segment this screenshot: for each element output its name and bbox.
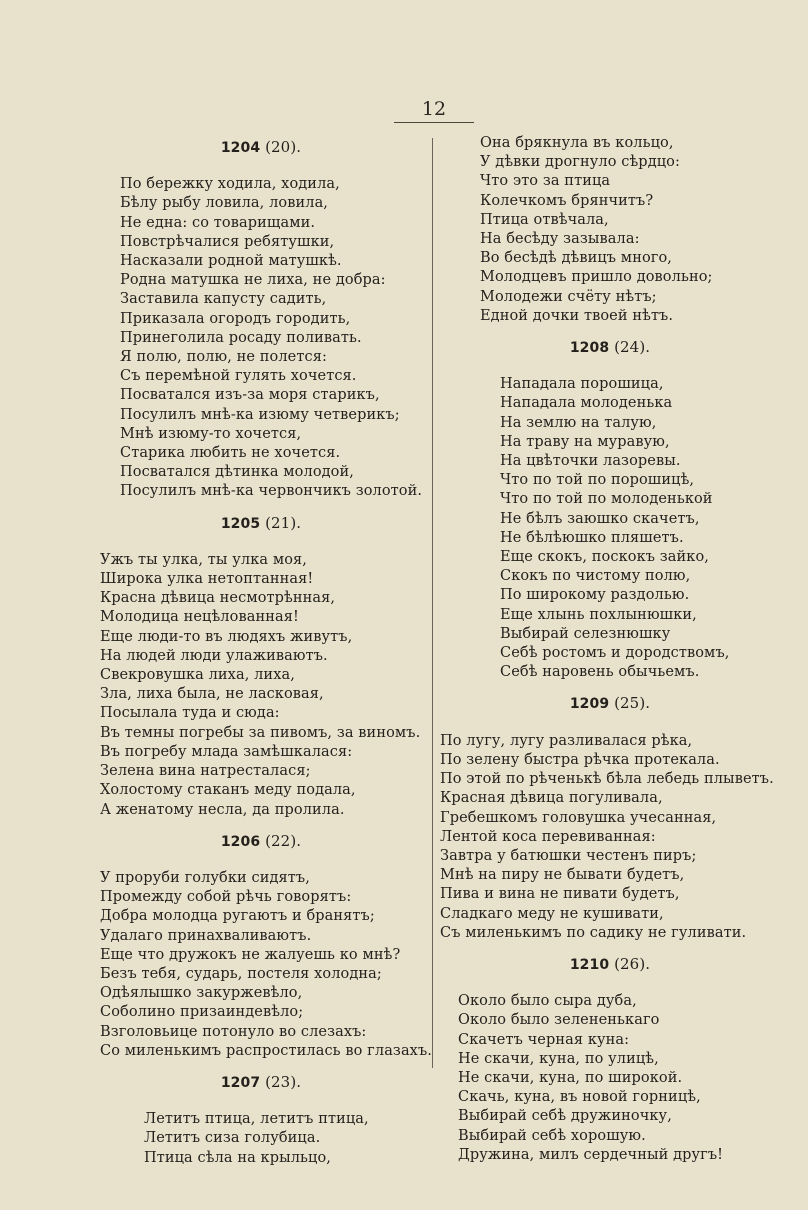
- verse-line: Нападала порошица,: [500, 376, 664, 393]
- poem-title: [440, 955, 780, 975]
- verse-line: Что по той по порошицѣ,: [500, 472, 695, 489]
- poem-subnumber: (20).: [260, 138, 302, 156]
- column-divider: [432, 138, 433, 1068]
- verse-line: Насказали родной матушкѣ.: [120, 253, 342, 270]
- verse-line: Красная дѣвица погуливала,: [440, 790, 663, 807]
- verse-line: Едной дочки твоей нѣтъ.: [480, 307, 674, 324]
- poem-subnumber: (26).: [609, 954, 651, 973]
- verse-line: А женатому несла, да пролила.: [100, 801, 345, 818]
- poem-1210: [440, 955, 780, 1165]
- verse-line: Что это за птица: [480, 173, 611, 190]
- verse-line: Широка улка нетоптанная!: [100, 571, 314, 588]
- verse-line: Повстрѣчалися ребятушки,: [120, 233, 335, 250]
- verse-line: Не скачи, куна, по улицѣ,: [458, 1050, 659, 1067]
- verse-line: Со миленькимъ распростилась во глазахъ.: [100, 1042, 432, 1059]
- verse-line: Зелена вина натресталася;: [100, 763, 311, 780]
- verse-line: Приказала огородъ городить,: [120, 310, 351, 327]
- verse-line: Завтра у батюшки честенъ пиръ;: [440, 847, 697, 864]
- verse-line: По зелену быстра рѣчка протекала.: [440, 751, 720, 768]
- verse-line: Еще хлынь похлынюшки,: [500, 606, 697, 623]
- verse-line: Молодцевъ пришло довольно;: [480, 269, 713, 286]
- verse-line: Промежду собой рѣчь говорятъ:: [100, 889, 352, 906]
- verse-line: По бережку ходила, ходила,: [120, 176, 340, 193]
- verse-line: Гребешкомъ головушка учесанная,: [440, 809, 717, 826]
- verse-line: Что по той по молоденькой: [500, 491, 713, 508]
- verse-line: Во бесѣдѣ дѣвицъ много,: [480, 250, 673, 267]
- verse-line: Себѣ наровень обычьемъ.: [500, 664, 700, 681]
- poem-1206: [100, 831, 432, 1061]
- verse-line: У дѣвки дрогнуло сѣрдцо:: [480, 154, 680, 171]
- page-number: 12: [421, 98, 447, 120]
- verse-line: На цвѣточки лазоревы.: [500, 453, 681, 470]
- verse-line: Посватался дѣтинка молодой,: [120, 464, 354, 481]
- poem-1204: [100, 138, 422, 502]
- poem-subnumber: (25).: [609, 694, 651, 713]
- verse-line: Я полю, полю, не полется:: [120, 349, 327, 366]
- verse-line: Нападала молоденька: [500, 395, 673, 412]
- verse-line: По широкому раздолью.: [500, 587, 690, 604]
- verse-line: Мнѣ на пиру не бывати будетъ,: [440, 867, 685, 884]
- verse-line: Еще что дружокъ не жалуешь ко мнѣ?: [100, 946, 401, 963]
- verse-line: Принеголила росаду поливать.: [120, 329, 362, 346]
- verse-line: Зла, лиха была, не ласковая,: [100, 686, 324, 703]
- poem-number: 1206: [220, 833, 261, 850]
- verse-line: Около было сыра дуба,: [458, 993, 637, 1010]
- verse-line: Скачетъ черная куна:: [458, 1031, 630, 1048]
- verse-line: Пива и вина не пивати будетъ,: [440, 886, 680, 903]
- verse-line: Заставила капусту садить,: [120, 291, 327, 308]
- poem-subnumber: (22).: [260, 831, 302, 850]
- verse-line: Она брякнула въ кольцо,: [480, 135, 674, 151]
- verse-line: У проруби голубки сидятъ,: [100, 869, 310, 886]
- verse-line: Бѣлу рыбу ловила, ловила,: [120, 195, 329, 212]
- poem-1208: [440, 338, 780, 682]
- verse-line: Родна матушка не лиха, не добра:: [120, 272, 386, 289]
- verse-line: На траву на муравую,: [500, 433, 670, 450]
- poem-title: [100, 514, 422, 534]
- verse-line: Удалаго принахваливаютъ.: [100, 927, 312, 944]
- verse-line: Скачь, куна, въ новой горницѣ,: [458, 1089, 701, 1106]
- poem-number: 1207: [220, 1074, 261, 1091]
- verse-line: Не една: со товарищами.: [120, 214, 316, 231]
- poem-number: 1205: [220, 515, 261, 532]
- verse-line: Посулилъ мнѣ-ка червончикъ золотой.: [120, 483, 423, 500]
- verse-line: Соболино призаиндевѣло;: [100, 1004, 304, 1021]
- verse-line: По лугу, лугу разливалася рѣка,: [440, 732, 693, 749]
- verse-line: Около было зелененькаго: [458, 1012, 660, 1029]
- verse-line: Взголовьице потонуло во слезахъ:: [100, 1023, 367, 1040]
- verse-line: Свекровушка лиха, лиха,: [100, 667, 295, 684]
- verse-line: Посулилъ мнѣ-ка изюму четверикъ;: [120, 406, 400, 423]
- poem-number: 1209: [569, 696, 610, 713]
- verse-line: Въ погребу млада замѣшкалася:: [100, 743, 353, 760]
- right-column: [440, 134, 780, 1177]
- verse-line: Птица отвѣчала,: [480, 211, 609, 228]
- verse-line: Лентой коса перевиванная:: [440, 828, 656, 845]
- verse-line: Молодежи счёту нѣтъ;: [480, 288, 657, 305]
- verse-line: Ужъ ты улка, ты улка моя,: [100, 551, 307, 568]
- poem-1209: [440, 694, 780, 942]
- verse-line: Скокъ по чистому полю,: [500, 568, 691, 585]
- verse-line: Выбирай селезнюшку: [500, 625, 671, 642]
- verse-line: Съ перемѣной гулять хочется.: [120, 368, 357, 385]
- verse-line: Посылала туда и сюда:: [100, 705, 280, 722]
- verse-line: Молодица нецѣлованная!: [100, 609, 299, 626]
- verse-line: На бесѣду зазывала:: [480, 231, 640, 248]
- poem-title: [440, 338, 780, 358]
- verse-line: Безъ тебя, сударь, постеля холодна;: [100, 965, 382, 982]
- poem-1207: [100, 1073, 422, 1168]
- poem-number: 1208: [569, 340, 610, 357]
- verse-line: Себѣ ростомъ и дородствомъ,: [500, 645, 730, 662]
- left-column: [100, 134, 432, 1180]
- poem-1205: [100, 514, 422, 820]
- verse-line: Мнѣ изюму-то хочется,: [120, 425, 302, 442]
- verse-line: Посватался изъ-за моря старикъ,: [120, 387, 380, 404]
- poem-subnumber: (24).: [609, 338, 651, 357]
- verse-line: Старика любить не хочется.: [120, 445, 341, 462]
- verse-line: Съ миленькимъ по садику не гуливати.: [440, 924, 747, 941]
- verse-line: Выбирай себѣ хорошую.: [458, 1127, 646, 1144]
- verse-line: Въ темны погребы за пивомъ, за виномъ.: [100, 724, 421, 741]
- verse-line: Дружина, милъ сердечный другъ!: [458, 1146, 724, 1163]
- poem-title: [100, 832, 422, 852]
- poem-subnumber: (21).: [260, 513, 302, 532]
- verse-line: Выбирай себѣ дружиночку,: [458, 1108, 672, 1125]
- poem-subnumber: (23).: [260, 1072, 302, 1091]
- verse-line: Добра молодца ругаютъ и бранятъ;: [100, 908, 375, 925]
- poem-title: [100, 1073, 422, 1093]
- poem-number: 1204: [220, 140, 261, 156]
- verse-line: Не скачи, куна, по широкой.: [458, 1069, 683, 1086]
- page-number-rule: [394, 122, 474, 123]
- poem-number: 1210: [569, 956, 610, 973]
- verse-line: Холостому стаканъ меду подала,: [100, 782, 356, 799]
- verse-line: На людей люди улаживаютъ.: [100, 647, 328, 664]
- verse-line: Не бѣлѣюшко пляшетъ.: [500, 529, 684, 546]
- verse-line: По этой по рѣченькѣ бѣла лебедь плыветъ.: [440, 771, 774, 788]
- verse-line: Летитъ птица, летитъ птица,: [144, 1111, 369, 1128]
- poem-title: [100, 138, 422, 158]
- verse-line: Сладкаго меду не кушивати,: [440, 905, 664, 922]
- verse-line: На землю на талую,: [500, 414, 657, 431]
- verse-line: Птица сѣла на крыльцо,: [144, 1149, 332, 1166]
- verse-line: Еще люди-то въ людяхъ живутъ,: [100, 628, 353, 645]
- verse-line: Не бѣлъ заюшко скачетъ,: [500, 510, 700, 527]
- verse-line: Колечкомъ брянчитъ?: [480, 192, 654, 209]
- verse-line: Красна дѣвица несмотрѣнная,: [100, 590, 336, 607]
- verse-line: Летитъ сиза голубица.: [144, 1130, 321, 1147]
- poem-title: [440, 694, 780, 714]
- verse-line: Одѣялышко закуржевѣло,: [100, 985, 303, 1002]
- verse-line: Еще скокъ, поскокъ зайко,: [500, 549, 709, 566]
- poem-1207-continuation: [440, 134, 780, 326]
